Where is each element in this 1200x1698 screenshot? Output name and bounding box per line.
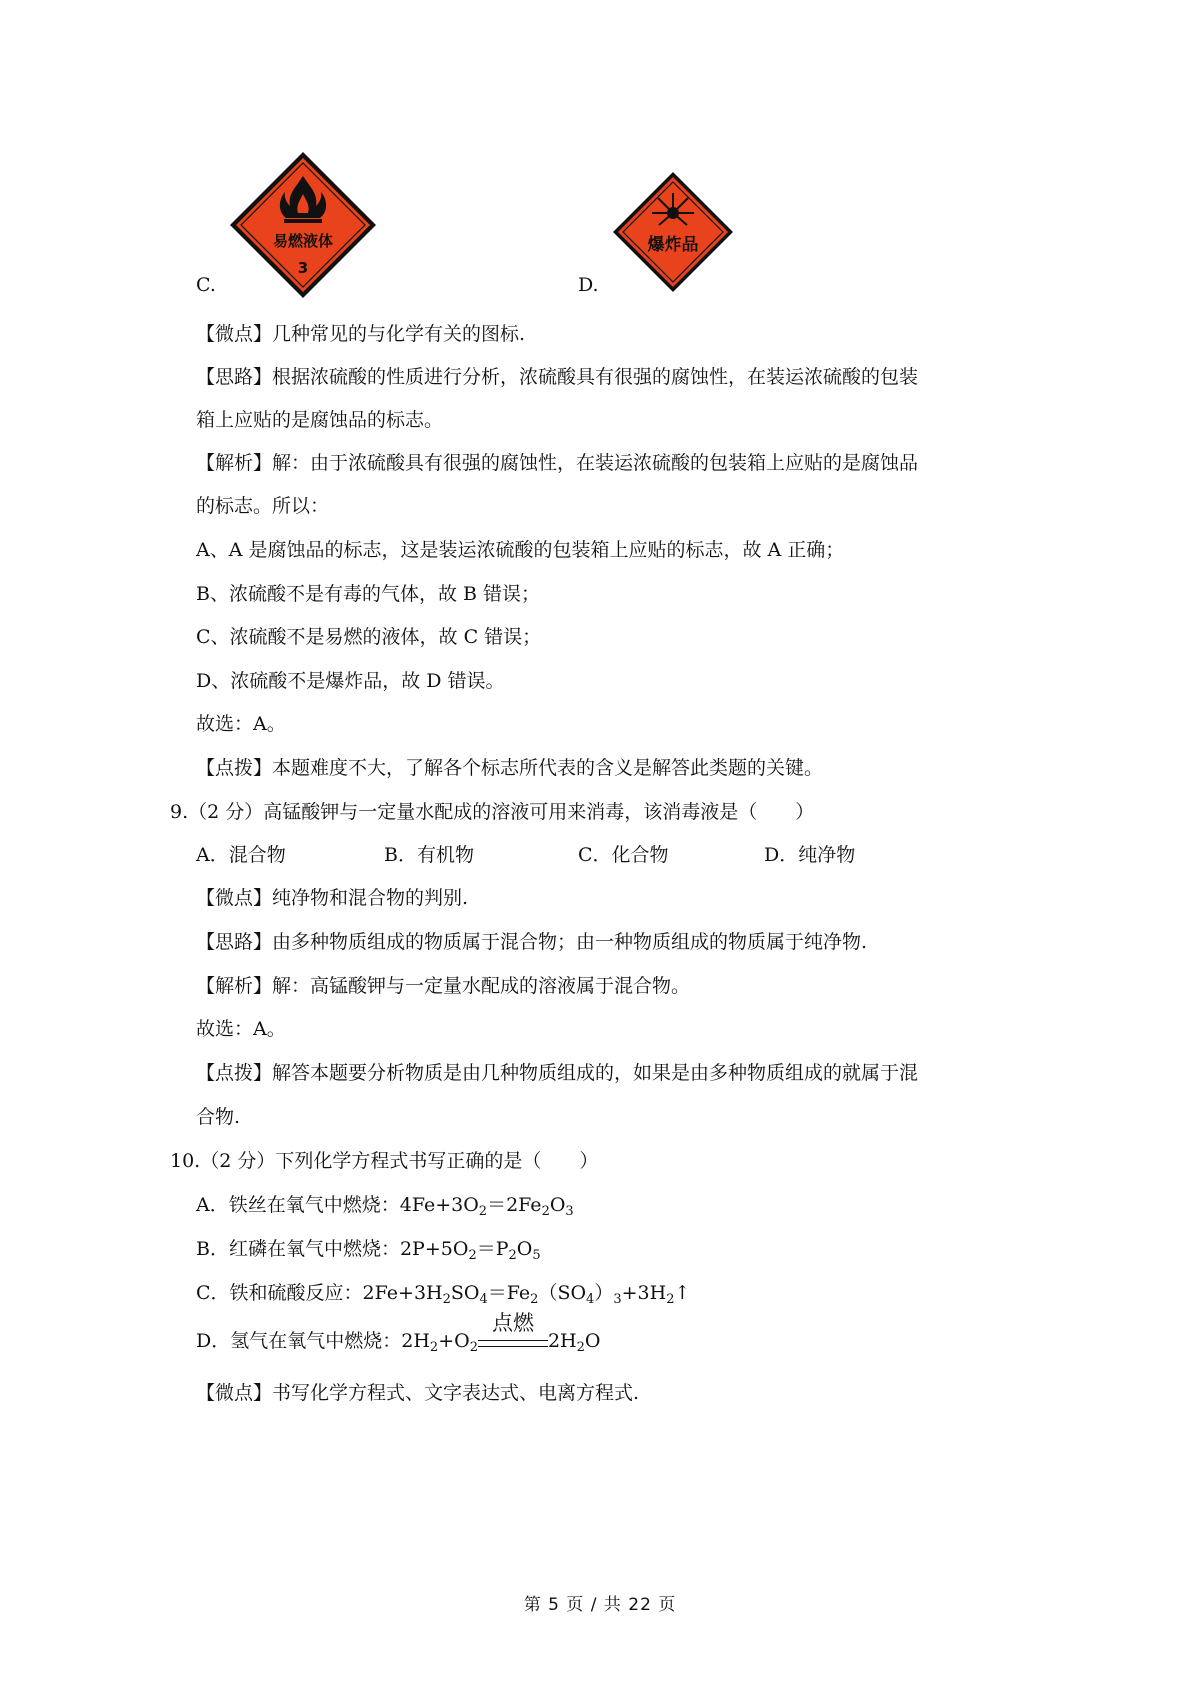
q9-answer: 故选：A。 xyxy=(196,1018,286,1040)
q9-option-d: D．纯净物 xyxy=(764,844,856,866)
q9-weidian: 【微点】纯净物和混合物的判别. xyxy=(196,887,469,909)
q10-option-b-equation: $2P+5O_2=P_2O_5$ xyxy=(399,1238,541,1263)
q10-stem: 10.（2 分）下列化学方程式书写正确的是（ ） xyxy=(170,1150,599,1172)
explosive-sign-text: 爆炸品 xyxy=(647,235,699,255)
flammable-sign-text: 易燃液体 xyxy=(272,232,334,250)
flammable-liquid-sign xyxy=(228,150,378,300)
q10-option-a-label: A．铁丝在氧气中燃烧： xyxy=(196,1194,400,1216)
q10-option-a xyxy=(196,1192,574,1218)
q8-jiexi-line1: 【解析】解：由于浓硫酸具有很强的腐蚀性，在装运浓硫酸的包装箱上应贴的是腐蚀品 xyxy=(196,452,919,474)
q9-option-b: B．有机物 xyxy=(384,844,474,866)
q8-analysis-c: C、浓硫酸不是易燃的液体，故 C 错误； xyxy=(196,626,542,648)
q10-option-d-equation: $2H_2+O_2$ 点燃 $2H_2O$ xyxy=(401,1311,601,1355)
q10-option-c-equation: $2Fe+3H_2SO_4=Fe_2(SO_4)_3+3H_2↑$ xyxy=(362,1282,691,1307)
reaction-condition-text: 点燃 xyxy=(491,1311,534,1335)
q8-analysis-b: B、浓硫酸不是有毒的气体，故 B 错误； xyxy=(196,583,541,605)
q10-option-b xyxy=(196,1236,541,1262)
q8-silu-line2: 箱上应贴的是腐蚀品的标志。 xyxy=(196,409,444,431)
q10-option-d xyxy=(196,1311,601,1355)
q8-answer: 故选：A。 xyxy=(196,713,286,735)
flammable-sign-number: 3 xyxy=(297,259,309,277)
q8-weidian: 【微点】几种常见的与化学有关的图标. xyxy=(196,323,526,345)
q9-jiexi: 【解析】解：高锰酸钾与一定量水配成的溶液属于混合物。 xyxy=(196,975,691,997)
q9-option-a: A．混合物 xyxy=(196,844,286,866)
q10-option-c xyxy=(196,1280,690,1306)
flammable-liquid-sign-icon xyxy=(228,150,378,300)
q9-dianbo-line1: 【点拨】解答本题要分析物质是由几种物质组成的，如果是由多种物质组成的就属于混 xyxy=(196,1062,919,1084)
q10-option-c-label: C．铁和硫酸反应： xyxy=(196,1282,363,1304)
option-d-image-label: D. xyxy=(578,274,599,296)
q8-analysis-d: D、浓硫酸不是爆炸品，故 D 错误。 xyxy=(196,670,505,692)
q9-dianbo-line2: 合物. xyxy=(196,1106,241,1128)
explosive-sign-icon xyxy=(612,171,734,293)
q9-stem: 9.（2 分）高锰酸钾与一定量水配成的溶液可用来消毒，该消毒液是（ ） xyxy=(170,801,815,823)
q10-option-a-equation: $4Fe+3O_2=2Fe_2O_3$ xyxy=(399,1194,574,1219)
q10-option-d-label: D．氢气在氧气中燃烧： xyxy=(196,1330,402,1352)
reaction-condition xyxy=(478,1311,548,1354)
q10-option-b-label: B．红磷在氧气中燃烧： xyxy=(196,1238,400,1260)
q9-option-c: C．化合物 xyxy=(578,844,669,866)
page-footer: 第 5 页 / 共 22 页 xyxy=(523,1595,677,1615)
q8-analysis-a: A、A 是腐蚀品的标志，这是装运浓硫酸的包装箱上应贴的标志，故 A 正确； xyxy=(196,539,845,561)
explosive-sign xyxy=(612,171,734,293)
option-c-image-label: C. xyxy=(196,274,216,296)
q8-dianbo: 【点拨】本题难度不大，了解各个标志所代表的含义是解答此类题的关键。 xyxy=(196,757,824,779)
q8-silu-line1: 【思路】根据浓硫酸的性质进行分析，浓硫酸具有很强的腐蚀性，在装运浓硫酸的包装 xyxy=(196,366,919,388)
q9-silu: 【思路】由多种物质组成的物质属于混合物；由一种物质组成的物质属于纯净物. xyxy=(196,931,868,953)
q8-jiexi-line2: 的标志。所以： xyxy=(196,495,330,517)
q10-weidian: 【微点】书写化学方程式、文字表达式、电离方程式. xyxy=(196,1382,640,1404)
